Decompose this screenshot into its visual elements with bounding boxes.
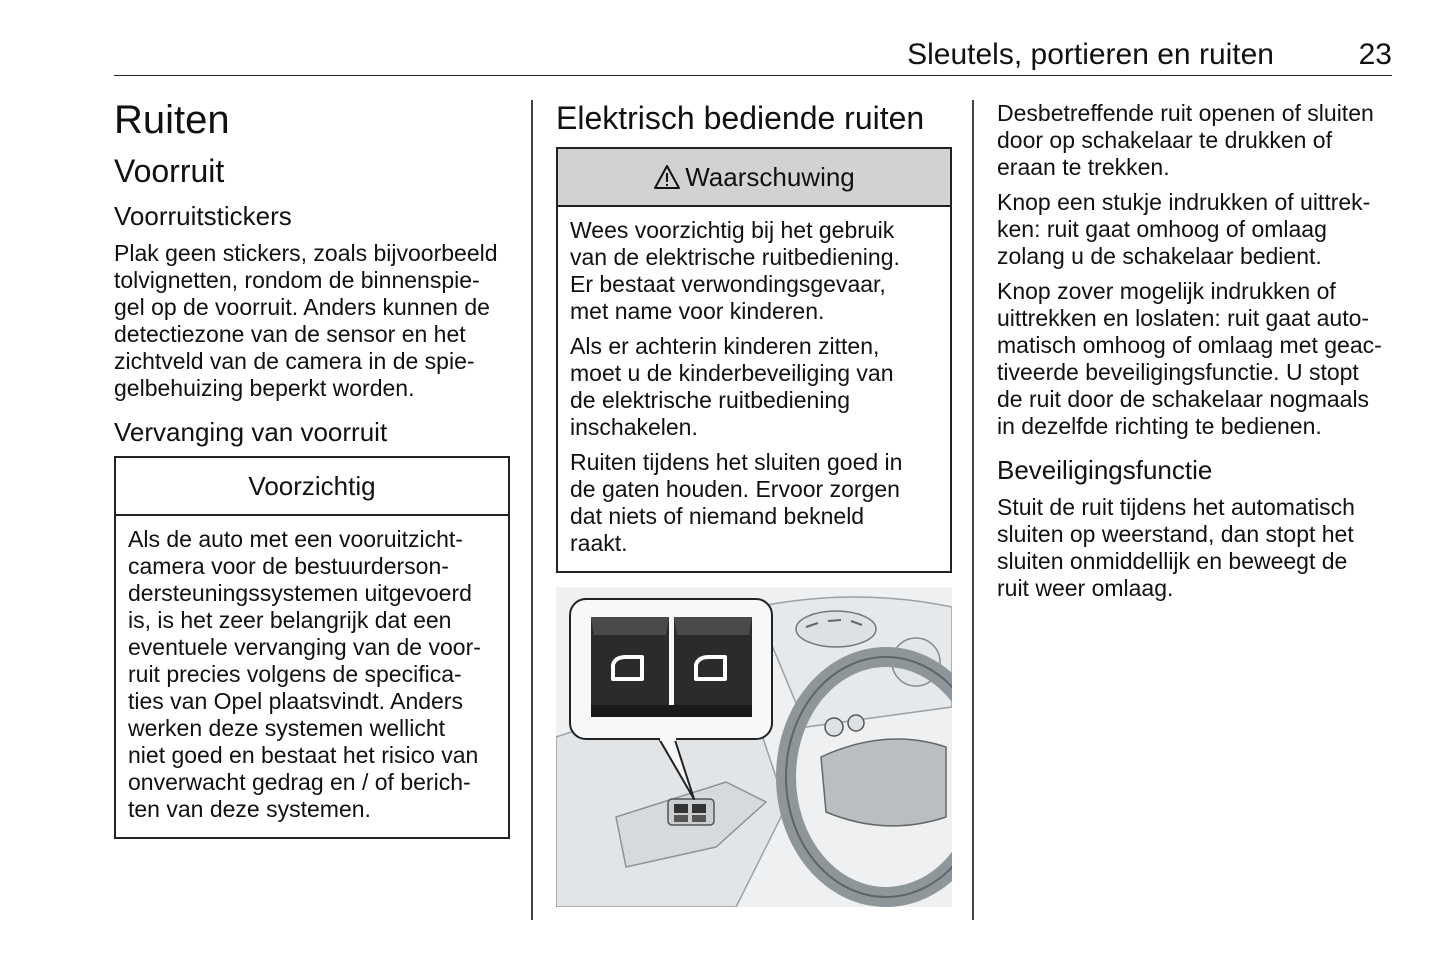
running-header-title: Sleutels, portieren en ruiten [907, 38, 1274, 71]
warning-paragraph-3: Ruiten tijdens het sluiten goed in de gaten houden. Ervoor zorgen dat niets of niemand bekneld raakt. [570, 449, 903, 556]
warning-header [558, 149, 950, 207]
safety-paragraph: Stuit de ruit tijdens het automatisch sluiten op weerstand, dan stopt het sluiten onmiddellijk en beweegt de ruit weer omlaag. [997, 494, 1355, 601]
operation-paragraph-1: Desbetreffende ruit openen of sluiten door op schakelaar te drukken of eraan te trekken. [997, 100, 1374, 180]
subsection-title: Voorruit [114, 153, 225, 189]
stickers-paragraph: Plak geen stickers, zoals bijvoorbeeld tolvignetten, rondom de binnenspie- gel op de voorruit. Anders kunnen de detectiezone van de sensor en het zichtveld van de camera in de spie- gelbehuizing beperkt worden. [114, 240, 498, 401]
section-title: Ruiten [114, 98, 230, 142]
stickers-heading: Voorruitstickers [114, 201, 292, 231]
page-number: 23 [1358, 38, 1392, 71]
caution-label: Voorzichtig [116, 458, 508, 516]
caution-text: Als de auto met een vooruitzicht- camera voor de bestuurderson- dersteuningssystemen uitgevoerd is, is het zeer belangrijk dat een eventuele vervanging van de voor- ruit precies volgens de specifica- ties van Opel plaatsvindt. Anders werken deze systemen wellicht niet goed en bestaat het risico van onverwacht gedrag en / of berich- ten van deze systemen. [128, 526, 481, 822]
column-2 [556, 98, 952, 907]
column-divider-left [531, 100, 533, 920]
power-windows-heading: Elektrisch bediende ruiten [556, 100, 925, 136]
warning-paragraph-1: Wees voorzichtig bij het gebruik van de elektrische ruitbediening. Er bestaat verwondingsgevaar, met name voor kinderen. [570, 217, 900, 324]
operation-paragraph-3: Knop zover mogelijk indrukken of uittrekken en loslaten: ruit gaat auto- matisch omhoog of omlaag met geac- tiveerde beveiligingsfunctie. U stopt de ruit door de schakelaar nogmaals in dezelfde richting te bedienen. [997, 278, 1382, 439]
header-rule [114, 75, 1392, 76]
warning-box [556, 147, 952, 573]
caution-box [114, 456, 510, 839]
warning-paragraph-2: Als er achterin kinderen zitten, moet u de kinderbeveiliging van de elektrische ruitbediening inschakelen. [570, 333, 894, 440]
warning-triangle-icon [653, 164, 681, 190]
interior-drawing [556, 587, 952, 907]
replace-heading: Vervanging van voorruit [114, 417, 388, 447]
operation-paragraph-2: Knop een stukje indrukken of uittrek- ken: ruit gaat omhoog of omlaag zolang u de schakelaar bedient. [997, 189, 1371, 269]
column-3 [997, 100, 1393, 610]
window-switch-illustration [556, 587, 952, 907]
safety-heading: Beveiligingsfunctie [997, 455, 1213, 485]
column-1 [114, 98, 510, 839]
warning-label: Waarschuwing [685, 161, 855, 192]
column-divider-right [972, 100, 974, 920]
